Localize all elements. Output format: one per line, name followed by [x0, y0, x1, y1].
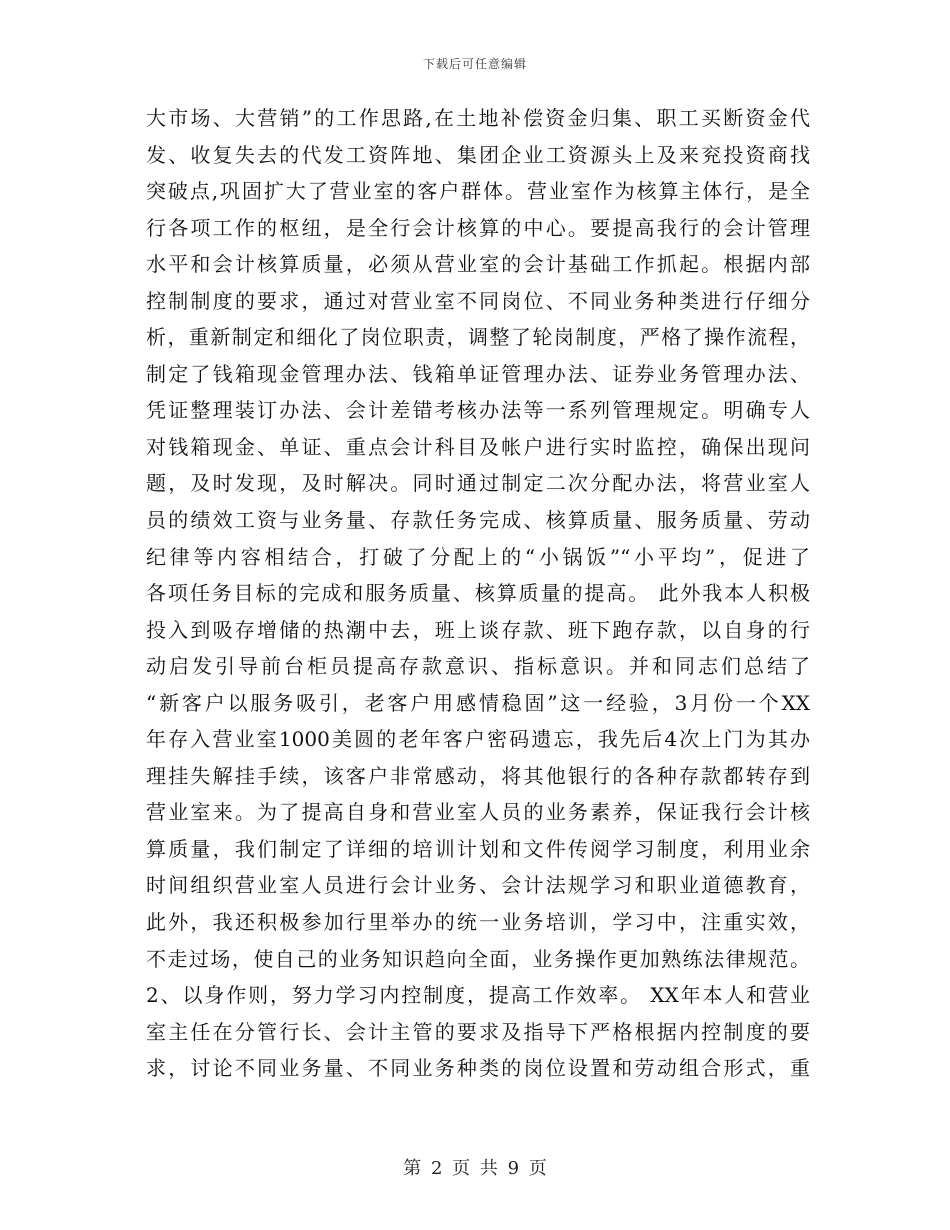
text-line: 动启发引导前台柜员提高存款意识、指标意识。并和同志们总结了 [146, 654, 810, 679]
text-line: 此外，我还积极参加行里举办的统一业务培训，学习中，注重实效， [146, 910, 810, 935]
body-text [146, 100, 810, 1087]
text-line: 不走过场，使自己的业务知识趋向全面，业务操作更加熟练法律规范。 [146, 946, 810, 971]
text-line: 对钱箱现金、单证、重点会计科目及帐户进行实时监控，确保出现问 [146, 434, 810, 459]
text-line: 时间组织营业室人员进行会计业务、会计法规学习和职业道德教育， [146, 873, 810, 898]
text-line: 析，重新制定和细化了岗位职责，调整了轮岗制度，严格了操作流程， [146, 325, 810, 350]
page-footer: 第 2 页 共 9 页 [403, 1158, 547, 1179]
page-header: 下载后可任意编辑 [422, 57, 527, 71]
text-line: 制定了钱箱现金管理办法、钱箱单证管理办法、证券业务管理办法、 [146, 361, 810, 386]
text-line: 营业室来。为了提高自身和营业室人员的业务素养，保证我行会计核 [146, 800, 810, 825]
text-line: 突破点,巩固扩大了营业室的客户群体。营业室作为核算主体行，是全 [146, 179, 810, 204]
text-line: 理挂失解挂手续，该客户非常感动，将其他银行的各种存款都转存到 [146, 763, 810, 788]
text-line: “新客户以服务吸引，老客户用感情稳固”这一经验，3月份一个XX [146, 690, 810, 715]
text-line: 年存入营业室1000美圆的老年客户密码遗忘，我先后4次上门为其办 [146, 727, 810, 752]
text-line: 求，讨论不同业务量、不同业务种类的岗位设置和劳动组合形式，重 [146, 1056, 810, 1081]
text-line: 2、以身作则，努力学习内控制度，提高工作效率。 XX年本人和营业 [146, 983, 810, 1008]
text-line: 水平和会计核算质量，必须从营业室的会计基础工作抓起。根据内部 [146, 252, 810, 277]
text-line: 算质量，我们制定了详细的培训计划和文件传阅学习制度，利用业余 [146, 836, 810, 861]
text-line: 投入到吸存增储的热潮中去，班上谈存款、班下跑存款，以自身的行 [146, 617, 810, 642]
text-line: 行各项工作的枢纽，是全行会计核算的中心。要提高我行的会计管理 [146, 215, 810, 240]
text-line: 控制制度的要求，通过对营业室不同岗位、不同业务种类进行仔细分 [146, 288, 810, 313]
text-line: 题，及时发现，及时解决。同时通过制定二次分配办法，将营业室人 [146, 471, 810, 496]
text-line: 室主任在分管行长、会计主管的要求及指导下严格根据内控制度的要 [146, 1019, 810, 1044]
text-line: 纪律等内容相结合，打破了分配上的“小锅饭”“小平均”，促进了 [146, 544, 810, 569]
text-line: 发、收复失去的代发工资阵地、集团企业工资源头上及来兖投资商找 [146, 142, 810, 167]
text-line: 各项任务目标的完成和服务质量、核算质量的提高。 此外我本人积极 [146, 581, 810, 606]
text-line: 大市场、大营销”的工作思路,在土地补偿资金归集、职工买断资金代 [146, 106, 810, 130]
text-line: 凭证整理装订办法、会计差错考核办法等一系列管理规定。明确专人 [146, 398, 810, 423]
text-line: 员的绩效工资与业务量、存款任务完成、核算质量、服务质量、劳动 [146, 508, 810, 533]
